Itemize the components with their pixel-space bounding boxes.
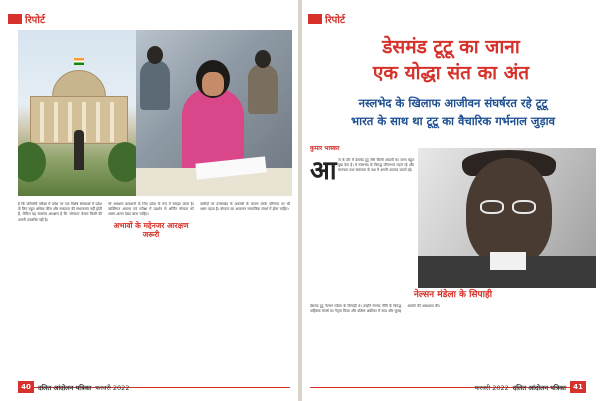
left-text-col-2: भी आरक्षण प्रावधानों के लिए प्रवेश के रूप में समझा जाता है। व्यक्तिगत अवसर एवं परीक्षा में प्रदर्शन से अर्जित योग्यता को अलग-अलग देखा जाना चाहिए। अभावों के मद्देनजर आरक्षण जरूरी: [108, 202, 194, 239]
students-exam-photo: [136, 30, 292, 196]
issue-date: फरवरी 2022: [474, 383, 509, 392]
left-text-col-1: है कि प्रतियोगी परीक्षा में प्रवेश पर एक विशेष संस्थाओं में प्रवेश के लिए बहुत अधिक फीस और सफलता की संभावनाएं नहीं होती हैं, लेकिन यह सामान्य आरक्षण है कि 'योग्यता' केवल किसी की अपनी उपलब्धि नहीं है।: [18, 202, 102, 222]
issue-date: फरवरी 2022: [95, 383, 130, 392]
page-number: 41: [570, 381, 586, 393]
section-marker-icon: [8, 14, 22, 24]
headline-line-1: डेसमंड टूटू का जाना: [382, 36, 520, 58]
supreme-court-photo: [18, 30, 140, 196]
section-marker-icon: [308, 14, 322, 24]
section-subheading: नेल्सन मंडेला के सिपाही: [413, 290, 493, 300]
magazine-name: दलित आंदोलन पत्रिका: [38, 383, 92, 392]
magazine-name: दलित आंदोलन पत्रिका: [512, 383, 566, 392]
deck-line-1: नस्लभेद के खिलाफ आजीवन संघर्षरत रहे टूटू: [358, 96, 548, 110]
intro-text: ज के दौर में डेसमंड टूटू जैसे किसी आदमी का जाना बहुत दुख देता है। वे नस्लभेद के विरुद्ध जीवनभर लड़ते रहे और मानवता तथा समानता के पक्ष में अपनी आवाज उठाते रहे।: [338, 158, 414, 173]
section-tag-right: [308, 12, 345, 26]
left-page: [0, 0, 298, 401]
drop-cap: आ: [310, 156, 337, 186]
section-tag-left: [8, 12, 45, 26]
left-text-col-3: उम्मीदों पर उत्तराखंड के अवसरों के कारण उनके परिणाम पर भी असर पड़ता है। योग्यता का आकलन सामाजिक संदर्भ में होना चाहिए।: [200, 202, 290, 212]
page-number: 40: [18, 381, 34, 393]
left-footer: [18, 381, 129, 393]
byline: कुमार भास्कर: [310, 145, 340, 152]
desmond-tutu-photo: [418, 148, 596, 288]
right-page: [302, 0, 600, 401]
deck-line-2: भारत के साथ था टूटू का वैचारिक गर्भनाल जुड़ाव: [351, 114, 555, 128]
left-photo-collage: [18, 30, 292, 196]
headline-line-2: एक योद्धा संत का अंत: [372, 62, 530, 84]
right-body-text: डेसमंड टूटू नेल्सन मंडेला के सिपाही थे। उन्होंने रंगभेद नीति के विरुद्ध अहिंसक संघर्ष का नेतृत्व किया और दक्षिण अफ्रीका में सत्य और सुलह आयोग की अध्यक्षता की।: [310, 304, 440, 314]
left-subheading: अभावों के मद्देनजर आरक्षण जरूरी: [113, 220, 189, 239]
section-label: रिपोर्ट: [325, 15, 345, 26]
section-label: रिपोर्ट: [25, 15, 45, 26]
right-footer: [475, 381, 586, 393]
